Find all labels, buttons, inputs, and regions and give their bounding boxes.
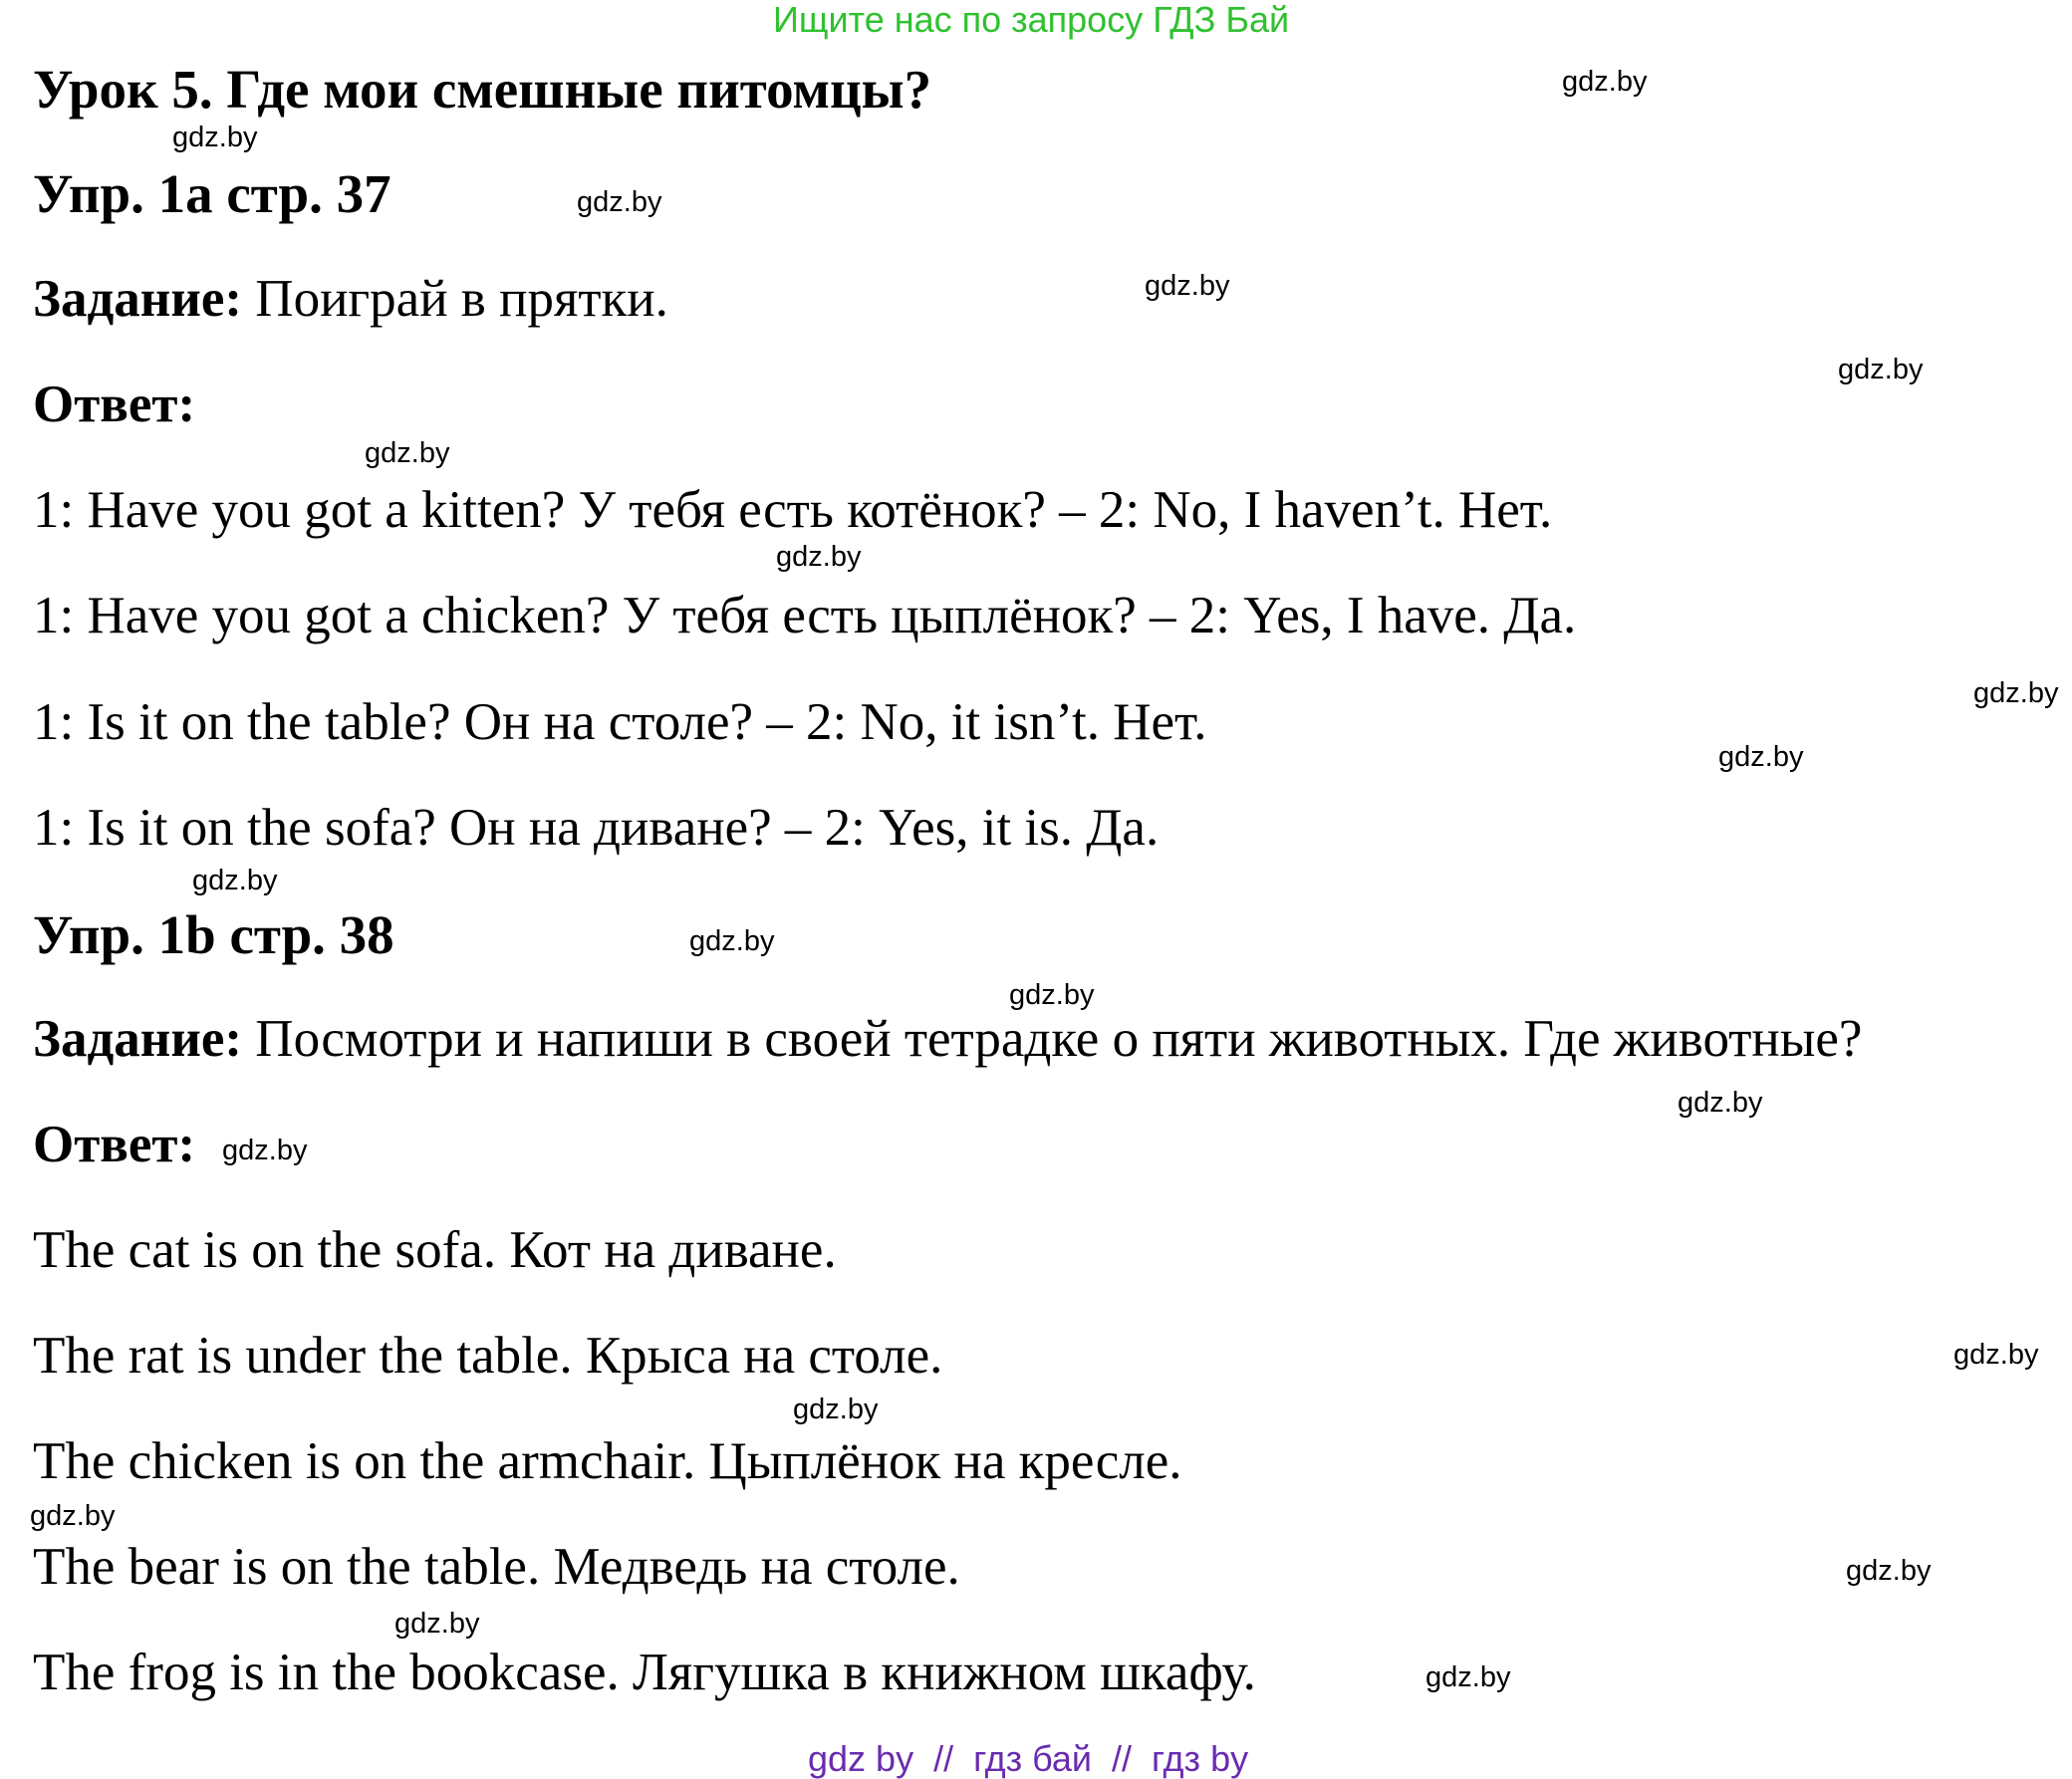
watermark: gdz.by xyxy=(1718,741,1804,773)
watermark: gdz.by xyxy=(192,865,278,896)
watermark: gdz.by xyxy=(776,541,862,573)
watermark: gdz.by xyxy=(30,1500,116,1532)
footer-links: gdz by // гдз бай // гдз by xyxy=(808,1738,1249,1779)
exercise-1b-heading: Упр. 1b стр. 38 xyxy=(33,904,394,965)
watermark: gdz.by xyxy=(222,1135,308,1166)
watermark: gdz.by xyxy=(365,437,450,469)
answer-line: 1: Is it on the table? Он на столе? – 2: No, it isn’t. Нет. xyxy=(33,693,1207,751)
watermark: gdz.by xyxy=(1562,66,1648,98)
watermark: gdz.by xyxy=(1953,1339,2039,1371)
answer-line: 1: Have you got a kitten? У тебя есть котёнок? – 2: No, I haven’t. Нет. xyxy=(33,481,1553,539)
task-text: Поиграй в прятки. xyxy=(242,270,668,328)
answer-line: The frog is in the bookcase. Лягушка в книжном шкафу. xyxy=(33,1644,1256,1701)
task-text: Посмотри и напиши в своей тетрадке о пяти животных. Где животные? xyxy=(242,1010,1863,1068)
task-label: Задание: xyxy=(33,270,243,328)
watermark: gdz.by xyxy=(394,1608,480,1640)
watermark: gdz.by xyxy=(1846,1555,1932,1587)
answer-line: 1: Is it on the sofa? Он на диване? – 2: Yes, it is. Да. xyxy=(33,799,1160,857)
exercise-1b-task xyxy=(33,1010,1863,1068)
answer-line: The chicken is on the armchair. Цыплёнок на кресле. xyxy=(33,1432,1182,1490)
watermark: gdz.by xyxy=(793,1394,879,1425)
watermark: gdz.by xyxy=(689,925,775,957)
lesson-title: Урок 5. Где мои смешные питомцы? xyxy=(33,59,932,120)
task-label: Задание: xyxy=(33,1010,243,1068)
search-banner: Ищите нас по запросу ГДЗ Бай xyxy=(773,0,1290,40)
watermark: gdz.by xyxy=(172,122,258,153)
watermark: gdz.by xyxy=(577,186,662,218)
exercise-1a-answer-label xyxy=(33,376,196,433)
watermark: gdz.by xyxy=(1009,979,1095,1011)
watermark: gdz.by xyxy=(1973,677,2059,709)
answer-line: 1: Have you got a chicken? У тебя есть цыплёнок? – 2: Yes, I have. Да. xyxy=(33,587,1577,644)
answer-line: The rat is under the table. Крыса на столе. xyxy=(33,1327,943,1385)
watermark: gdz.by xyxy=(1678,1087,1763,1119)
answer-label: Ответ: xyxy=(33,376,196,433)
watermark: gdz.by xyxy=(1145,270,1230,302)
exercise-1a-task xyxy=(33,270,668,328)
answer-label: Ответ: xyxy=(33,1116,196,1173)
watermark: gdz.by xyxy=(1838,354,1924,385)
exercise-1a-heading: Упр. 1a стр. 37 xyxy=(33,163,391,224)
answer-line: The cat is on the sofa. Кот на диване. xyxy=(33,1221,837,1279)
answer-line: The bear is on the table. Медведь на столе. xyxy=(33,1538,960,1596)
exercise-1b-answer-label xyxy=(33,1116,196,1173)
watermark: gdz.by xyxy=(1425,1661,1511,1693)
